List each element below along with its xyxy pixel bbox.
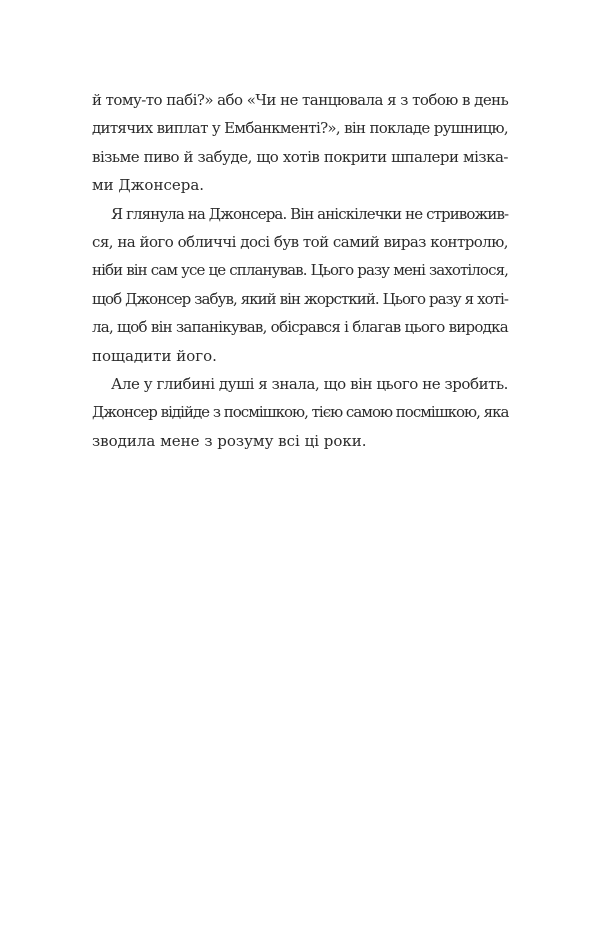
- text-line: дитячих виплат у Ембанкменті?», він покладе рушницю,: [92, 119, 508, 138]
- paragraph-3: [92, 370, 508, 455]
- text-line: ла, щоб він запанікував, обісрався і благав цього виродка: [92, 318, 508, 337]
- text-line: Джонсер відійде з посмішкою, тією самою посмішкою, яка: [92, 403, 509, 422]
- text-line: зводила мене з розуму всі ці роки.: [92, 431, 367, 450]
- text-line: й тому-то пабі?» або «Чи не танцювала я з тобою в день: [92, 91, 509, 109]
- text-line: ся, на його обличчі досі був той самий вираз контролю,: [92, 232, 508, 251]
- text-line: ми Джонсера.: [92, 176, 205, 195]
- text-line: ніби він сам усе це спланував. Цього разу мені захотілося,: [92, 261, 508, 280]
- page-text: [92, 86, 508, 455]
- text-line: пощадити його.: [92, 346, 217, 365]
- text-line: Я глянула на Джонсера. Він аніскілечки не стривожив-: [111, 204, 509, 223]
- text-line: щоб Джонсер забув, який він жорсткий. Цього разу я хоті-: [92, 289, 508, 308]
- text-line: візьме пиво й забуде, що хотів покрити шпалери мізка-: [92, 147, 508, 166]
- paragraph-1: [92, 86, 508, 200]
- paragraph-2: [92, 200, 508, 370]
- text-line: Але у глибині душі я знала, що він цього не зробить.: [111, 374, 508, 393]
